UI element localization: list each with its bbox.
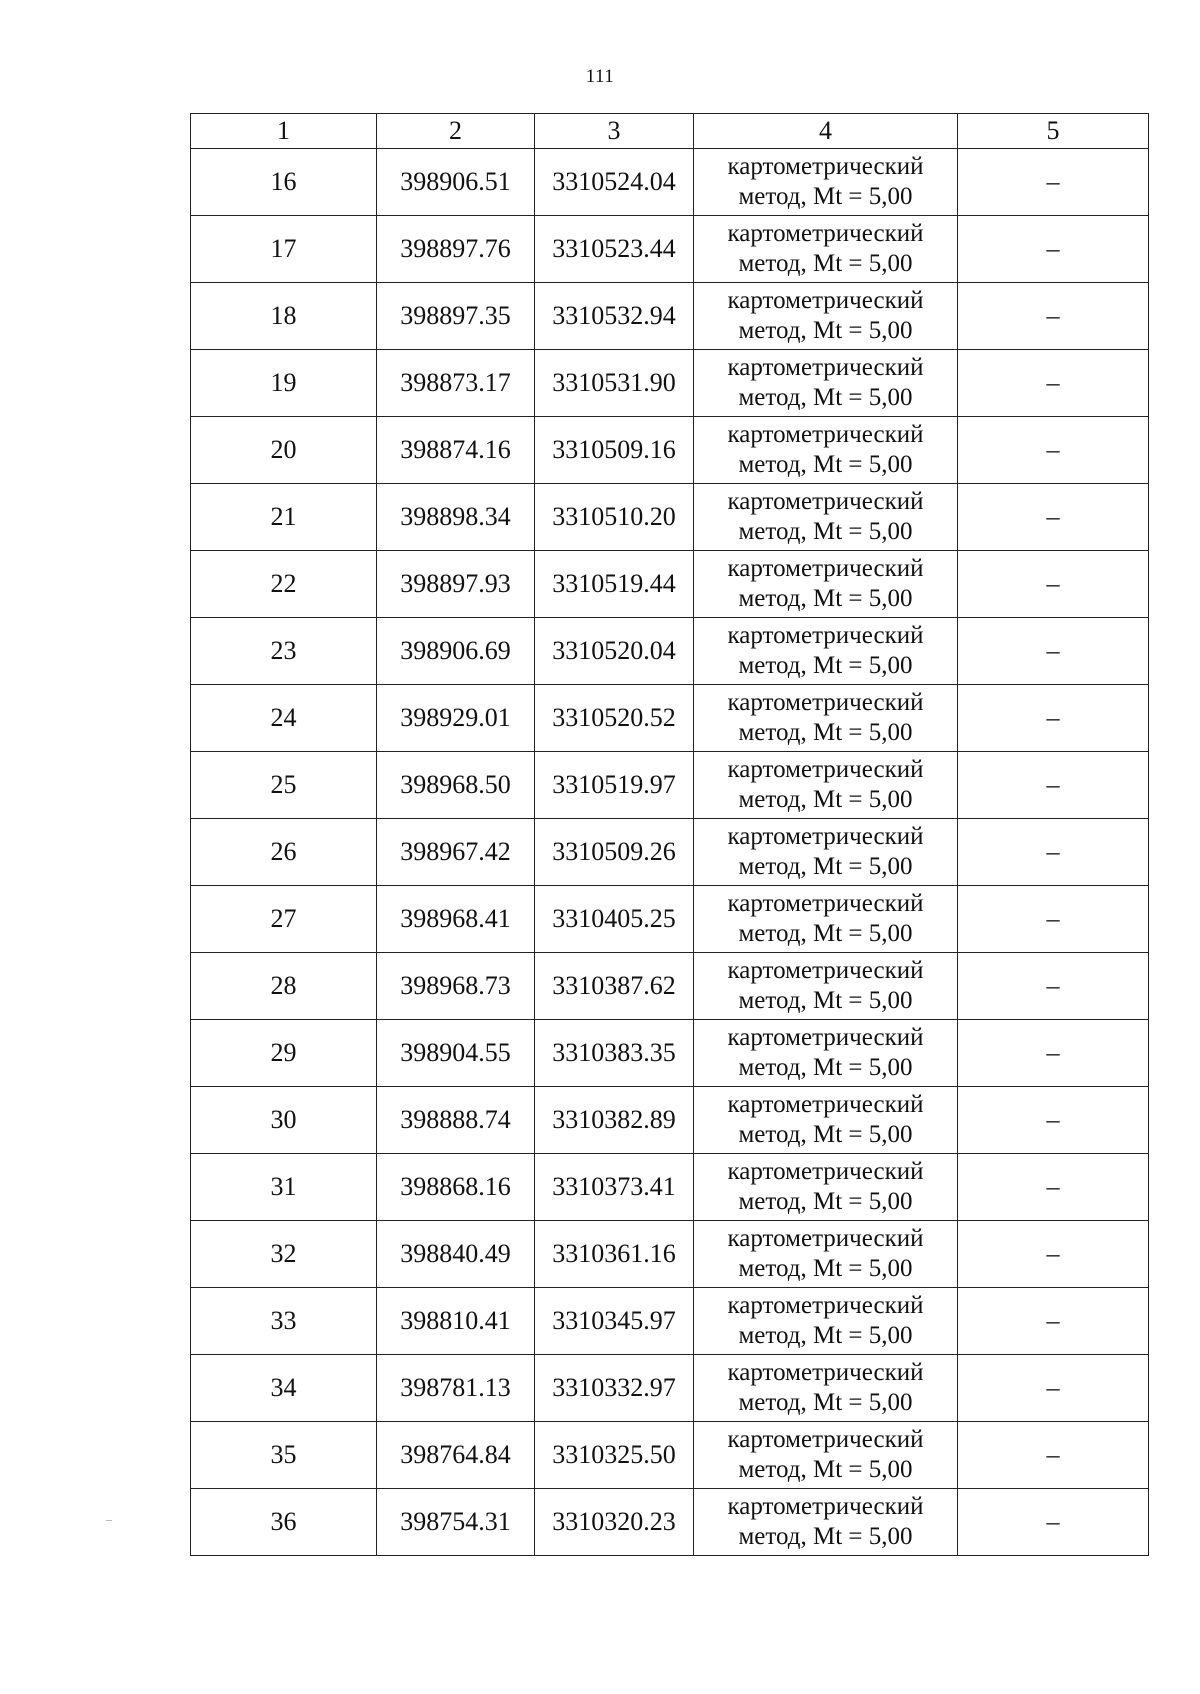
point-number-cell: 29 [191, 1020, 377, 1087]
coordinates-table [190, 113, 1149, 1556]
column-header: 5 [958, 114, 1149, 149]
method-line-1: картометрический [727, 1426, 924, 1453]
method-line-1: картометрический [727, 1158, 924, 1185]
y-coordinate-cell: 3310531.90 [535, 350, 694, 417]
method-cell [694, 551, 958, 618]
page-number: 111 [585, 66, 615, 87]
point-number-cell: 31 [191, 1154, 377, 1221]
table-row [191, 1020, 1149, 1087]
column-header: 1 [191, 114, 377, 149]
method-line-2: метод, Mt = 5,00 [738, 1255, 913, 1282]
method-cell [694, 216, 958, 283]
method-line-2: метод, Mt = 5,00 [738, 786, 913, 813]
x-coordinate-cell: 398967.42 [377, 819, 535, 886]
method-line-2: метод, Mt = 5,00 [738, 451, 913, 478]
method-cell [694, 1154, 958, 1221]
note-cell: – [958, 1489, 1149, 1556]
note-cell: – [958, 216, 1149, 283]
method-line-1: картометрический [727, 287, 924, 314]
method-line-2: метод, Mt = 5,00 [738, 853, 913, 880]
method-line-2: метод, Mt = 5,00 [738, 317, 913, 344]
method-cell [694, 953, 958, 1020]
y-coordinate-cell: 3310373.41 [535, 1154, 694, 1221]
method-line-2: метод, Mt = 5,00 [738, 183, 913, 210]
point-number-cell: 36 [191, 1489, 377, 1556]
y-coordinate-cell: 3310509.16 [535, 417, 694, 484]
x-coordinate-cell: 398868.16 [377, 1154, 535, 1221]
method-cell [694, 1020, 958, 1087]
x-coordinate-cell: 398906.51 [377, 149, 535, 216]
table-body [191, 149, 1149, 1556]
note-cell: – [958, 551, 1149, 618]
y-coordinate-cell: 3310519.44 [535, 551, 694, 618]
note-cell: – [958, 1355, 1149, 1422]
table-row [191, 551, 1149, 618]
note-cell: – [958, 417, 1149, 484]
point-number-cell: 16 [191, 149, 377, 216]
point-number-cell: 33 [191, 1288, 377, 1355]
note-cell: – [958, 484, 1149, 551]
method-line-2: метод, Mt = 5,00 [738, 1456, 913, 1483]
y-coordinate-cell: 3310383.35 [535, 1020, 694, 1087]
point-number-cell: 35 [191, 1422, 377, 1489]
table-row [191, 350, 1149, 417]
point-number-cell: 27 [191, 886, 377, 953]
table-row [191, 819, 1149, 886]
method-line-1: картометрический [727, 1493, 924, 1520]
method-line-2: метод, Mt = 5,00 [738, 518, 913, 545]
x-coordinate-cell: 398968.41 [377, 886, 535, 953]
x-coordinate-cell: 398904.55 [377, 1020, 535, 1087]
table-row [191, 685, 1149, 752]
note-cell: – [958, 283, 1149, 350]
method-line-1: картометрический [727, 957, 924, 984]
table-row [191, 1221, 1149, 1288]
table-row [191, 886, 1149, 953]
note-cell: – [958, 953, 1149, 1020]
method-cell [694, 1489, 958, 1556]
x-coordinate-cell: 398897.93 [377, 551, 535, 618]
method-cell [694, 417, 958, 484]
method-line-1: картометрический [727, 622, 924, 649]
note-cell: – [958, 350, 1149, 417]
table-row [191, 484, 1149, 551]
method-cell [694, 618, 958, 685]
note-cell: – [958, 1422, 1149, 1489]
y-coordinate-cell: 3310524.04 [535, 149, 694, 216]
method-line-2: метод, Mt = 5,00 [738, 1188, 913, 1215]
table-row [191, 618, 1149, 685]
method-line-2: метод, Mt = 5,00 [738, 1121, 913, 1148]
method-cell [694, 886, 958, 953]
table-header-row [191, 114, 1149, 149]
method-line-1: картометрический [727, 756, 924, 783]
table-row [191, 149, 1149, 216]
y-coordinate-cell: 3310509.26 [535, 819, 694, 886]
method-cell [694, 819, 958, 886]
x-coordinate-cell: 398874.16 [377, 417, 535, 484]
point-number-cell: 18 [191, 283, 377, 350]
column-header: 2 [377, 114, 535, 149]
point-number-cell: 32 [191, 1221, 377, 1288]
note-cell: – [958, 886, 1149, 953]
method-cell [694, 283, 958, 350]
table-row [191, 1154, 1149, 1221]
table-row [191, 953, 1149, 1020]
y-coordinate-cell: 3310332.97 [535, 1355, 694, 1422]
table-row [191, 752, 1149, 819]
method-line-1: картометрический [727, 354, 924, 381]
y-coordinate-cell: 3310345.97 [535, 1288, 694, 1355]
y-coordinate-cell: 3310519.97 [535, 752, 694, 819]
x-coordinate-cell: 398764.84 [377, 1422, 535, 1489]
table-row [191, 1422, 1149, 1489]
method-line-2: метод, Mt = 5,00 [738, 250, 913, 277]
y-coordinate-cell: 3310520.04 [535, 618, 694, 685]
method-line-2: метод, Mt = 5,00 [738, 1523, 913, 1550]
method-line-2: метод, Mt = 5,00 [738, 1322, 913, 1349]
table-row [191, 283, 1149, 350]
table-row [191, 1087, 1149, 1154]
note-cell: – [958, 1154, 1149, 1221]
point-number-cell: 22 [191, 551, 377, 618]
x-coordinate-cell: 398873.17 [377, 350, 535, 417]
point-number-cell: 21 [191, 484, 377, 551]
method-cell [694, 752, 958, 819]
method-line-1: картометрический [727, 1292, 924, 1319]
x-coordinate-cell: 398754.31 [377, 1489, 535, 1556]
y-coordinate-cell: 3310405.25 [535, 886, 694, 953]
method-cell [694, 1422, 958, 1489]
method-line-2: метод, Mt = 5,00 [738, 719, 913, 746]
x-coordinate-cell: 398968.73 [377, 953, 535, 1020]
method-line-1: картометрический [727, 1024, 924, 1051]
point-number-cell: 23 [191, 618, 377, 685]
note-cell: – [958, 1288, 1149, 1355]
method-line-2: метод, Mt = 5,00 [738, 585, 913, 612]
table-row [191, 417, 1149, 484]
table-row [191, 216, 1149, 283]
point-number-cell: 34 [191, 1355, 377, 1422]
method-line-2: метод, Mt = 5,00 [738, 1389, 913, 1416]
point-number-cell: 28 [191, 953, 377, 1020]
y-coordinate-cell: 3310510.20 [535, 484, 694, 551]
column-header: 3 [535, 114, 694, 149]
y-coordinate-cell: 3310320.23 [535, 1489, 694, 1556]
method-cell [694, 484, 958, 551]
scan-artifact [106, 1520, 112, 1521]
method-cell [694, 685, 958, 752]
method-line-1: картометрический [727, 1359, 924, 1386]
table-row [191, 1355, 1149, 1422]
method-cell [694, 1288, 958, 1355]
x-coordinate-cell: 398810.41 [377, 1288, 535, 1355]
method-line-1: картометрический [727, 220, 924, 247]
method-line-2: метод, Mt = 5,00 [738, 920, 913, 947]
method-line-1: картометрический [727, 153, 924, 180]
point-number-cell: 26 [191, 819, 377, 886]
x-coordinate-cell: 398781.13 [377, 1355, 535, 1422]
point-number-cell: 20 [191, 417, 377, 484]
method-line-2: метод, Mt = 5,00 [738, 652, 913, 679]
note-cell: – [958, 1087, 1149, 1154]
method-line-1: картометрический [727, 890, 924, 917]
method-cell [694, 149, 958, 216]
note-cell: – [958, 149, 1149, 216]
method-line-1: картометрический [727, 689, 924, 716]
method-line-1: картометрический [727, 421, 924, 448]
method-cell [694, 1221, 958, 1288]
point-number-cell: 30 [191, 1087, 377, 1154]
method-cell [694, 1355, 958, 1422]
y-coordinate-cell: 3310325.50 [535, 1422, 694, 1489]
note-cell: – [958, 685, 1149, 752]
x-coordinate-cell: 398888.74 [377, 1087, 535, 1154]
point-number-cell: 25 [191, 752, 377, 819]
point-number-cell: 17 [191, 216, 377, 283]
x-coordinate-cell: 398929.01 [377, 685, 535, 752]
method-cell [694, 1087, 958, 1154]
method-line-1: картометрический [727, 488, 924, 515]
y-coordinate-cell: 3310523.44 [535, 216, 694, 283]
y-coordinate-cell: 3310382.89 [535, 1087, 694, 1154]
method-line-1: картометрический [727, 823, 924, 850]
table-row [191, 1489, 1149, 1556]
x-coordinate-cell: 398897.76 [377, 216, 535, 283]
y-coordinate-cell: 3310387.62 [535, 953, 694, 1020]
method-cell [694, 350, 958, 417]
method-line-2: метод, Mt = 5,00 [738, 987, 913, 1014]
x-coordinate-cell: 398897.35 [377, 283, 535, 350]
x-coordinate-cell: 398968.50 [377, 752, 535, 819]
note-cell: – [958, 1221, 1149, 1288]
method-line-2: метод, Mt = 5,00 [738, 384, 913, 411]
method-line-1: картометрический [727, 1091, 924, 1118]
note-cell: – [958, 819, 1149, 886]
x-coordinate-cell: 398840.49 [377, 1221, 535, 1288]
table-row [191, 1288, 1149, 1355]
y-coordinate-cell: 3310532.94 [535, 283, 694, 350]
x-coordinate-cell: 398898.34 [377, 484, 535, 551]
note-cell: – [958, 752, 1149, 819]
note-cell: – [958, 618, 1149, 685]
point-number-cell: 19 [191, 350, 377, 417]
y-coordinate-cell: 3310361.16 [535, 1221, 694, 1288]
note-cell: – [958, 1020, 1149, 1087]
column-header: 4 [694, 114, 958, 149]
y-coordinate-cell: 3310520.52 [535, 685, 694, 752]
method-line-1: картометрический [727, 1225, 924, 1252]
method-line-2: метод, Mt = 5,00 [738, 1054, 913, 1081]
x-coordinate-cell: 398906.69 [377, 618, 535, 685]
point-number-cell: 24 [191, 685, 377, 752]
method-line-1: картометрический [727, 555, 924, 582]
